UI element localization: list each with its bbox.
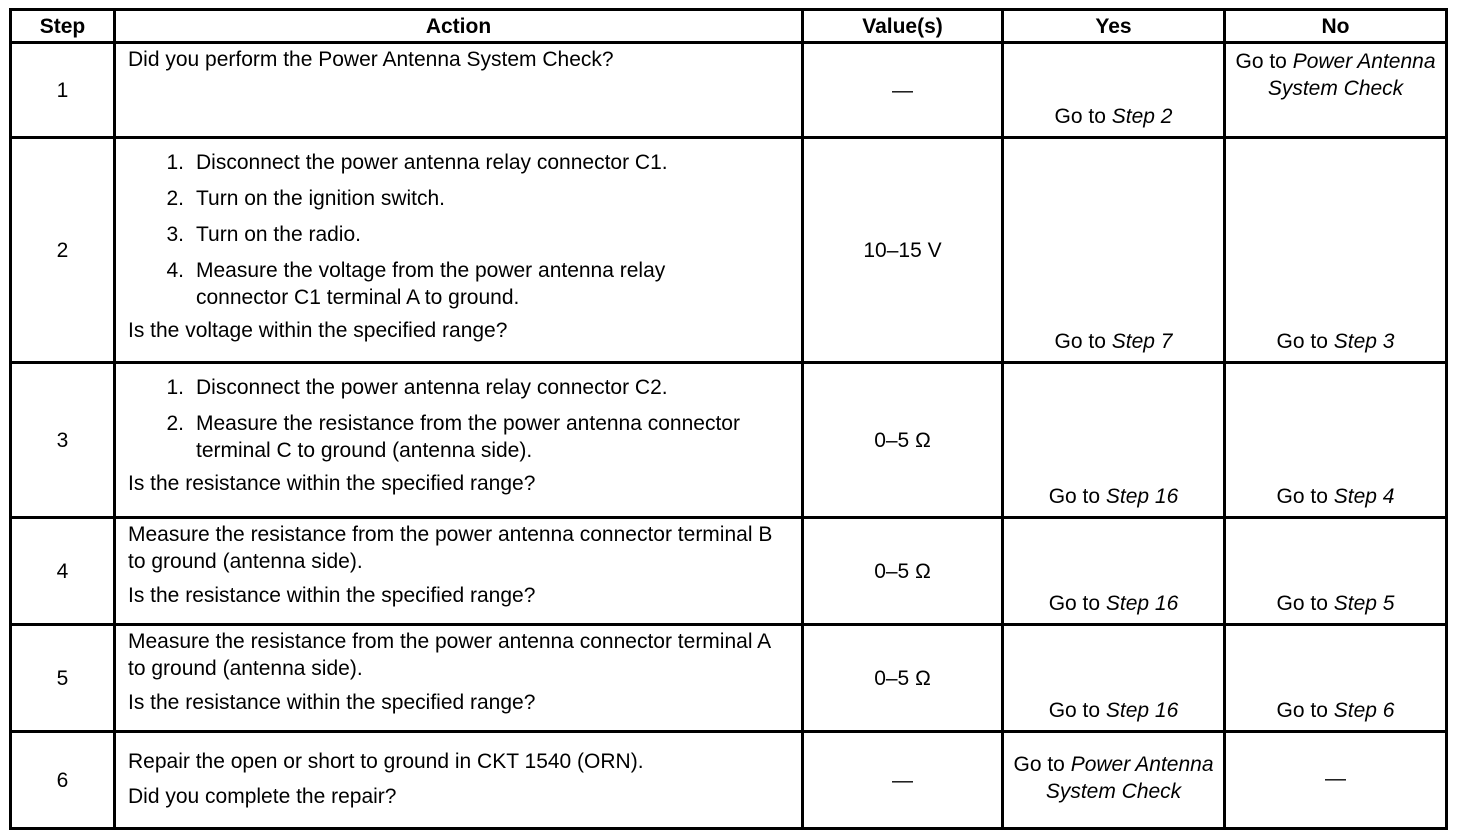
list-item: 2. Turn on the ignition switch. — [166, 187, 446, 210]
no-prefix: Go to — [1276, 592, 1334, 615]
yes-cell[interactable] — [1003, 363, 1225, 518]
yes-prefix: Go to — [1054, 330, 1112, 353]
value-cell: 0–5 Ω — [803, 518, 1003, 625]
list-item: 4. Measure the voltage from the power antenna relay connector C1 terminal A to ground. — [166, 259, 666, 309]
yes-link[interactable]: Step 16 — [1105, 699, 1179, 722]
yes-prefix: Go to — [1054, 105, 1112, 128]
table-row — [11, 43, 1447, 138]
no-link[interactable]: Step 3 — [1333, 330, 1395, 353]
header-values: Value(s) — [803, 10, 1003, 43]
value-cell: 10–15 V — [803, 138, 1003, 363]
action-cell — [115, 732, 803, 829]
no-link[interactable]: Step 6 — [1333, 699, 1395, 722]
step-number: 1 — [11, 43, 115, 138]
no-link[interactable]: Step 4 — [1333, 485, 1395, 508]
header-no: No — [1225, 10, 1447, 43]
action-list — [128, 149, 791, 311]
step-number: 2 — [11, 138, 115, 363]
value-cell: — — [803, 43, 1003, 138]
step-number: 5 — [11, 625, 115, 732]
yes-prefix: Go to — [1013, 753, 1071, 776]
action-text: Measure the resistance from the power antenna connector terminal B to ground (antenna side). — [128, 523, 773, 573]
action-text: Repair the open or short to ground in CKT 1540 (ORN). — [128, 750, 644, 773]
step-number: 3 — [11, 363, 115, 518]
no-cell: — — [1225, 732, 1447, 829]
header-yes: Yes — [1003, 10, 1225, 43]
action-cell — [115, 138, 803, 363]
no-link[interactable]: Step 5 — [1333, 592, 1395, 615]
action-question: Did you complete the repair? — [128, 785, 397, 808]
no-link[interactable]: Power Antenna System Check — [1267, 50, 1436, 100]
no-prefix: Go to — [1235, 50, 1293, 73]
step-number: 4 — [11, 518, 115, 625]
yes-link[interactable]: Step 7 — [1111, 330, 1173, 353]
yes-link[interactable]: Step 16 — [1105, 592, 1179, 615]
action-cell — [115, 518, 803, 625]
action-list — [128, 374, 791, 464]
no-prefix: Go to — [1276, 699, 1334, 722]
action-question: Is the resistance within the specified range? — [128, 584, 536, 607]
yes-cell[interactable] — [1003, 732, 1225, 829]
table-row — [11, 518, 1447, 625]
header-action: Action — [115, 10, 803, 43]
table-row — [11, 625, 1447, 732]
value-cell: — — [803, 732, 1003, 829]
table-row — [11, 732, 1447, 829]
list-item: 2. Measure the resistance from the power antenna connector terminal C to ground (antenna side). — [166, 412, 740, 462]
no-prefix: Go to — [1276, 485, 1334, 508]
table-row — [11, 138, 1447, 363]
action-cell — [115, 43, 803, 138]
yes-cell[interactable] — [1003, 625, 1225, 732]
table-row — [11, 363, 1447, 518]
no-cell[interactable] — [1225, 363, 1447, 518]
action-question: Is the voltage within the specified range? — [128, 319, 508, 342]
no-cell[interactable] — [1225, 43, 1447, 138]
yes-cell[interactable] — [1003, 518, 1225, 625]
header-step: Step — [11, 10, 115, 43]
action-cell — [115, 625, 803, 732]
yes-prefix: Go to — [1048, 592, 1106, 615]
no-cell[interactable] — [1225, 518, 1447, 625]
action-cell — [115, 363, 803, 518]
yes-link[interactable]: Power Antenna System Check — [1045, 753, 1214, 803]
step-number: 6 — [11, 732, 115, 829]
header-row — [11, 10, 1447, 43]
action-question: Is the resistance within the specified range? — [128, 472, 536, 495]
yes-prefix: Go to — [1048, 699, 1106, 722]
diagnostic-table — [9, 8, 1448, 830]
no-cell[interactable] — [1225, 138, 1447, 363]
list-item: 1. Disconnect the power antenna relay connector C2. — [166, 376, 668, 399]
no-prefix: Go to — [1276, 330, 1334, 353]
action-text: Measure the resistance from the power antenna connector terminal A to ground (antenna side). — [128, 630, 771, 680]
no-cell[interactable] — [1225, 625, 1447, 732]
value-cell: 0–5 Ω — [803, 625, 1003, 732]
value-cell: 0–5 Ω — [803, 363, 1003, 518]
action-question: Is the resistance within the specified range? — [128, 691, 536, 714]
action-text: Did you perform the Power Antenna System Check? — [128, 48, 614, 71]
list-item: 1. Disconnect the power antenna relay connector C1. — [166, 151, 668, 174]
yes-link[interactable]: Step 2 — [1111, 105, 1173, 128]
yes-cell[interactable] — [1003, 138, 1225, 363]
yes-cell[interactable] — [1003, 43, 1225, 138]
list-item: 3. Turn on the radio. — [166, 223, 361, 246]
yes-prefix: Go to — [1048, 485, 1106, 508]
yes-link[interactable]: Step 16 — [1105, 485, 1179, 508]
